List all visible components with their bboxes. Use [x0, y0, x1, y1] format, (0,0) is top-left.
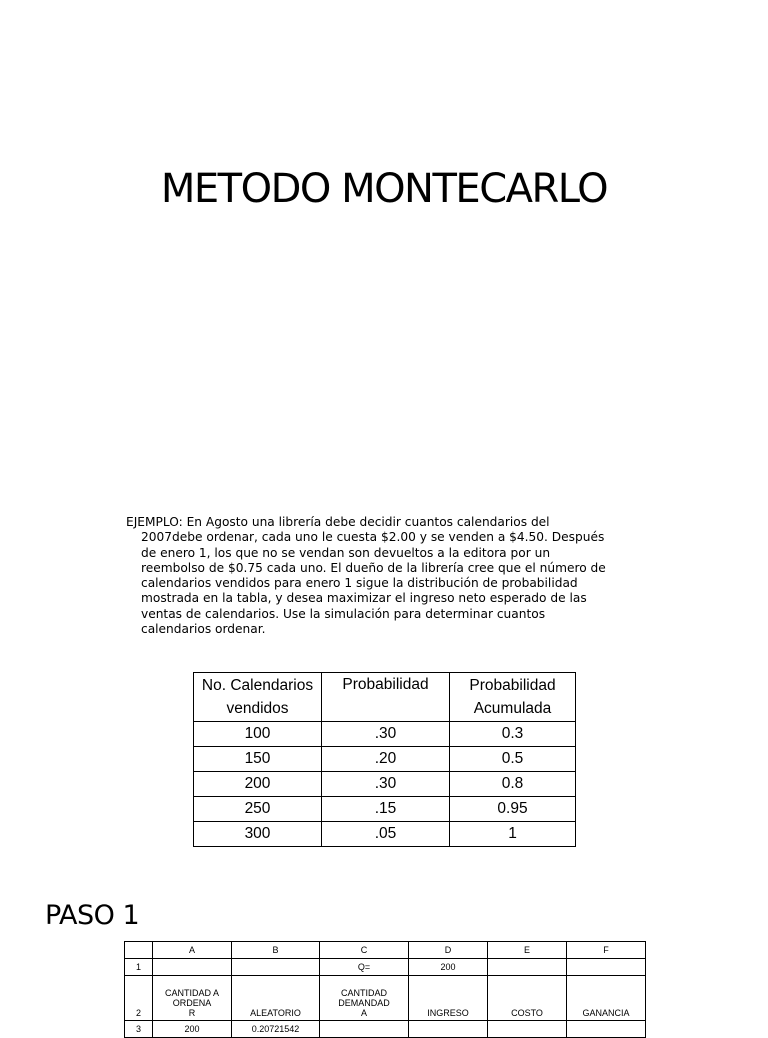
sheet-cell: INGRESO — [409, 976, 488, 1021]
header-line: Probabilidad — [469, 677, 556, 694]
example-line: calendarios vendidos para enero 1 sigue la distribución de probabilidad — [141, 576, 578, 591]
cell: 250 — [194, 797, 322, 822]
table-row — [194, 772, 576, 797]
sheet-cell: ALEATORIO — [232, 976, 320, 1021]
example-line: ventas de calendarios. Use la simulación para determinar cuantos — [141, 606, 546, 621]
table-header-row — [194, 673, 576, 722]
step-heading: PASO 1 — [45, 900, 140, 931]
column-letter: F — [567, 942, 646, 959]
column-letter: D — [409, 942, 488, 959]
sheet-cell — [567, 959, 646, 976]
example-line: mostrada en la tabla, y desea maximizar el ingreso neto esperado de las — [141, 591, 587, 606]
table-row — [194, 722, 576, 747]
table-row — [194, 747, 576, 772]
cell: 100 — [194, 722, 322, 747]
cell: 150 — [194, 747, 322, 772]
cell: .30 — [322, 722, 450, 747]
header-probabilidad — [322, 673, 450, 722]
sheet-cell: CANTIDAD DEMANDAD A — [320, 976, 409, 1021]
spreadsheet-table — [124, 941, 646, 1038]
probability-table — [193, 672, 576, 847]
cell: .05 — [322, 822, 450, 847]
sheet-cell — [153, 959, 232, 976]
cell: .30 — [322, 772, 450, 797]
cell: 0.5 — [450, 747, 576, 772]
table-row — [194, 797, 576, 822]
example-paragraph — [126, 515, 646, 637]
header-line: Acumulada — [473, 700, 552, 717]
example-line: EJEMPLO: En Agosto una librería debe decidir cuantos calendarios del — [126, 515, 550, 529]
cell: 0.3 — [450, 722, 576, 747]
sheet-cell — [488, 1021, 567, 1038]
column-letter: C — [320, 942, 409, 959]
cell: .20 — [322, 747, 450, 772]
cell: 0.95 — [450, 797, 576, 822]
row-number: 3 — [125, 1021, 153, 1038]
cell: 1 — [450, 822, 576, 847]
example-line: 2007debe ordenar, cada uno le cuesta $2.00 y se venden a $4.50. Después — [141, 530, 605, 545]
cell: 300 — [194, 822, 322, 847]
header-line: vendidos — [226, 700, 289, 717]
cell: 200 — [194, 772, 322, 797]
sheet-cell: GANANCIA — [567, 976, 646, 1021]
example-line: reembolso de $0.75 cada uno. El dueño de la librería cree que el número de — [141, 560, 606, 575]
sheet-cell: CANTIDAD A ORDENA R — [153, 976, 232, 1021]
column-letter: A — [153, 942, 232, 959]
sheet-cell: 200 — [153, 1021, 232, 1038]
sheet-cell — [488, 959, 567, 976]
sheet-cell — [320, 1021, 409, 1038]
sheet-cell — [409, 1021, 488, 1038]
header-calendarios — [194, 673, 322, 722]
row-number: 2 — [125, 976, 153, 1021]
sheet-cell: COSTO — [488, 976, 567, 1021]
table-row — [194, 822, 576, 847]
sheet-cell — [232, 959, 320, 976]
sheet-row — [125, 976, 646, 1021]
sheet-cell: 0.20721542 — [232, 1021, 320, 1038]
column-letter: E — [488, 942, 567, 959]
header-line: Probabilidad — [342, 676, 429, 693]
header-line: No. Calendarios — [201, 677, 314, 694]
sheet-cell: Q= — [320, 959, 409, 976]
example-line: calendarios ordenar. — [141, 622, 266, 637]
column-letter: B — [232, 942, 320, 959]
example-line: de enero 1, los que no se vendan son devueltos a la editora por un — [141, 545, 551, 560]
header-acumulada — [450, 673, 576, 722]
cell: 0.8 — [450, 772, 576, 797]
cell: .15 — [322, 797, 450, 822]
column-letter-row — [125, 942, 646, 959]
sheet-cell: 200 — [409, 959, 488, 976]
row-number: 1 — [125, 959, 153, 976]
sheet-row — [125, 1021, 646, 1038]
page-title: METODO MONTECARLO — [160, 166, 608, 212]
sheet-cell — [567, 1021, 646, 1038]
corner-cell — [125, 942, 153, 959]
sheet-row — [125, 959, 646, 976]
